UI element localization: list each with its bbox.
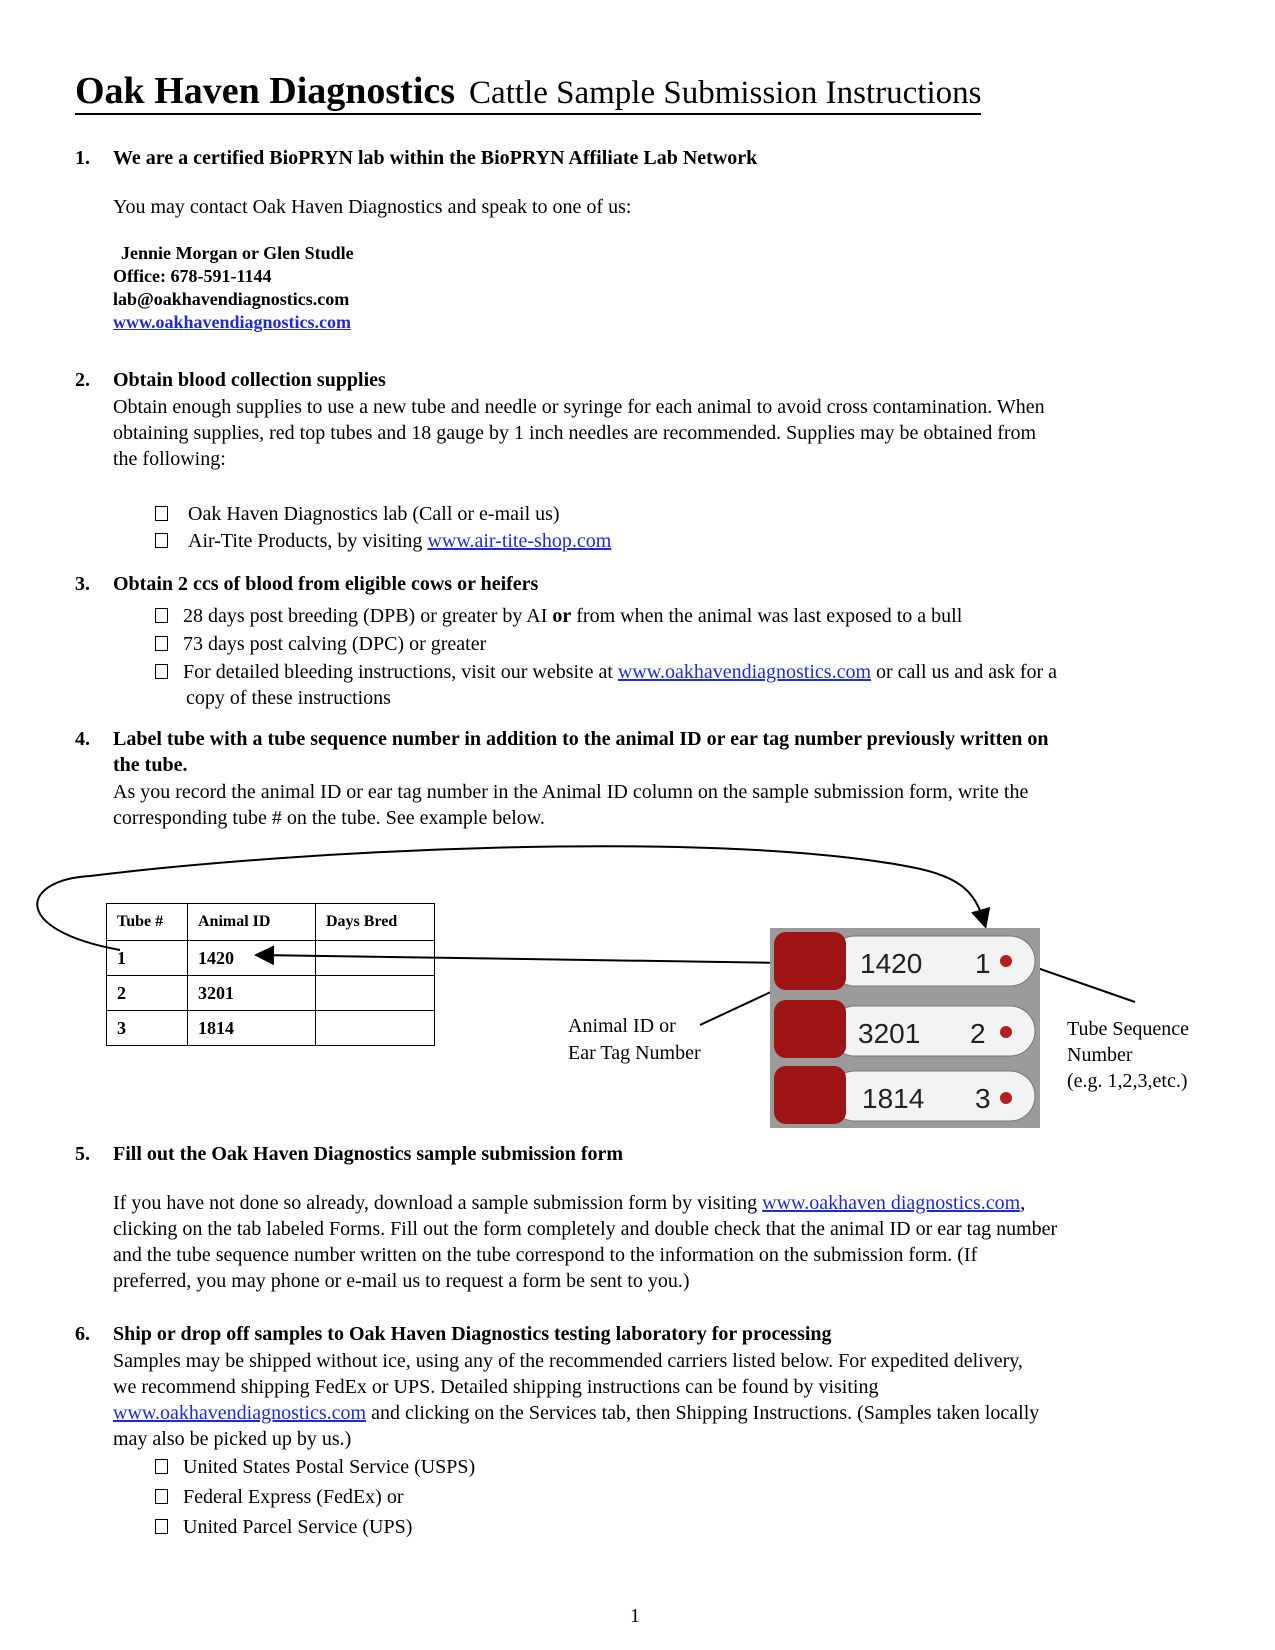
carrier-item-fedex: Federal Express (FedEx) or [155,1484,404,1510]
tube-1-id: 1420 [860,948,923,979]
contact-email: lab@oakhavendiagnostics.com [113,289,350,309]
animal-id-label-line2: Ear Tag Number [568,1042,701,1064]
air-tite-link[interactable]: www.air-tite-shop.com [427,530,612,552]
page-number: 1 [630,1605,640,1627]
step-3-heading: Obtain 2 ccs of blood from eligible cows or heifers [113,573,539,595]
col-animal-id: Animal ID [188,904,316,941]
eligibility-item-breeding: 28 days post breeding (DPB) or greater by AI or from when the animal was last exposed to a bull [155,603,962,629]
eligibility-item-instructions: For detailed bleeding instructions, visit our website at www.oakhavendiagnostics.com or call us and ask for a [155,659,1057,685]
org-name: Oak Haven Diagnostics [75,70,456,112]
sequence-label-line1: Tube Sequence [1067,1018,1190,1040]
step-4-heading-line2: the tube. [113,754,188,776]
step-1-heading: We are a certified BioPRYN lab within the BioPRYN Affiliate Lab Network [113,147,758,169]
carrier-item-usps: United States Postal Service (USPS) [155,1454,475,1480]
forms-website-link[interactable]: www.oakhaven diagnostics.com [762,1192,1021,1214]
step-4-text-line1: As you record the animal ID or ear tag number in the Animal ID column on the sample submission form, write the [113,781,1029,803]
sequence-label-line2: Number [1067,1044,1133,1066]
sequence-label-line3: (e.g. 1,2,3,etc.) [1067,1070,1188,1092]
step-2-heading: Obtain blood collection supplies [113,369,386,391]
contact-office: Office: 678-591-1144 [113,266,272,286]
step-1-intro: You may contact Oak Haven Diagnostics and speak to one of us: [113,196,632,218]
step-3-number: 3. [75,573,90,595]
checkbox-icon [155,1489,168,1504]
table-row: 2 3201 [107,976,435,1011]
checkbox-icon [155,1459,168,1474]
step-2-text-line1: Obtain enough supplies to use a new tube and needle or syringe for each animal to avoid cross contamination. When [113,396,1045,418]
supply-item-oak-haven: Oak Haven Diagnostics lab (Call or e-mail us) [155,501,560,527]
table-header-row [107,904,435,941]
step-5-number: 5. [75,1143,90,1165]
step-6-heading: Ship or drop off samples to Oak Haven Diagnostics testing laboratory for processing [113,1323,832,1345]
carrier-item-ups: United Parcel Service (UPS) [155,1514,412,1540]
contact-website-link[interactable]: www.oakhavendiagnostics.com [113,312,352,332]
table-row: 1 1420 [107,941,435,976]
step-5-text-line4: preferred, you may phone or e-mail us to request a form be sent to you.) [113,1270,690,1292]
step-4-text-line2: corresponding tube # on the tube. See example below. [113,807,545,829]
eligibility-item-calving: 73 days post calving (DPC) or greater [155,631,486,657]
col-tube-number: Tube # [107,904,188,941]
step-5-text-line2: clicking on the tab labeled Forms. Fill out the form completely and double check that the animal ID or ear tag number [113,1218,1058,1240]
step-6-text-line1: Samples may be shipped without ice, using any of the recommended carriers listed below. For expedited delivery, [113,1350,1023,1372]
step-2-text-line3: the following: [113,448,226,470]
animal-id-label-line1: Animal ID or [568,1015,676,1037]
checkbox-icon [155,1519,168,1534]
eligibility-item-instructions-line2: copy of these instructions [186,687,391,709]
tube-1-seq: 1 [975,948,991,979]
shipping-website-link[interactable]: www.oakhavendiagnostics.com [113,1402,367,1424]
bleeding-instructions-link[interactable]: www.oakhavendiagnostics.com [617,661,872,683]
tube-3-seq: 3 [975,1083,991,1114]
tube-3-id: 1814 [862,1083,925,1114]
step-6-text-line2: we recommend shipping FedEx or UPS. Detailed shipping instructions can be found by visiting [113,1376,879,1398]
contact-names: Jennie Morgan or Glen Studle [121,243,354,263]
tube-photo [770,928,1040,1128]
step-6-number: 6. [75,1323,90,1345]
table-row: 3 1814 [107,1011,435,1046]
tube-2-seq: 2 [970,1018,986,1049]
step-4-number: 4. [75,728,90,750]
step-5-text-line1: If you have not done so already, download a sample submission form by visiting www.oakhaven diagnostics.com, [113,1192,1026,1214]
supply-item-air-tite: Air-Tite Products, by visiting www.air-tite-shop.com [155,528,611,554]
col-days-bred: Days Bred [316,904,435,941]
step-2-number: 2. [75,369,90,391]
step-5-text-line3: and the tube sequence number written on the tube correspond to the information on the submission form. (If [113,1244,978,1266]
title-subtitle: Cattle Sample Submission Instructions [469,75,982,111]
step-5-heading: Fill out the Oak Haven Diagnostics sample submission form [113,1143,624,1165]
step-2-text-line2: obtaining supplies, red top tubes and 18 gauge by 1 inch needles are recommended. Supplies may be obtained from [113,422,1037,444]
example-submission-table [106,903,435,1046]
step-6-text-line3: www.oakhavendiagnostics.com and clicking on the Services tab, then Shipping Instructions. (Samples taken locally [113,1402,1040,1424]
tube-2-id: 3201 [858,1018,921,1049]
step-4-heading-line1: Label tube with a tube sequence number in addition to the animal ID or ear tag number previously written on [113,728,1049,750]
step-6-text-line4: may also be picked up by us.) [113,1428,352,1450]
step-1-number: 1. [75,147,90,169]
